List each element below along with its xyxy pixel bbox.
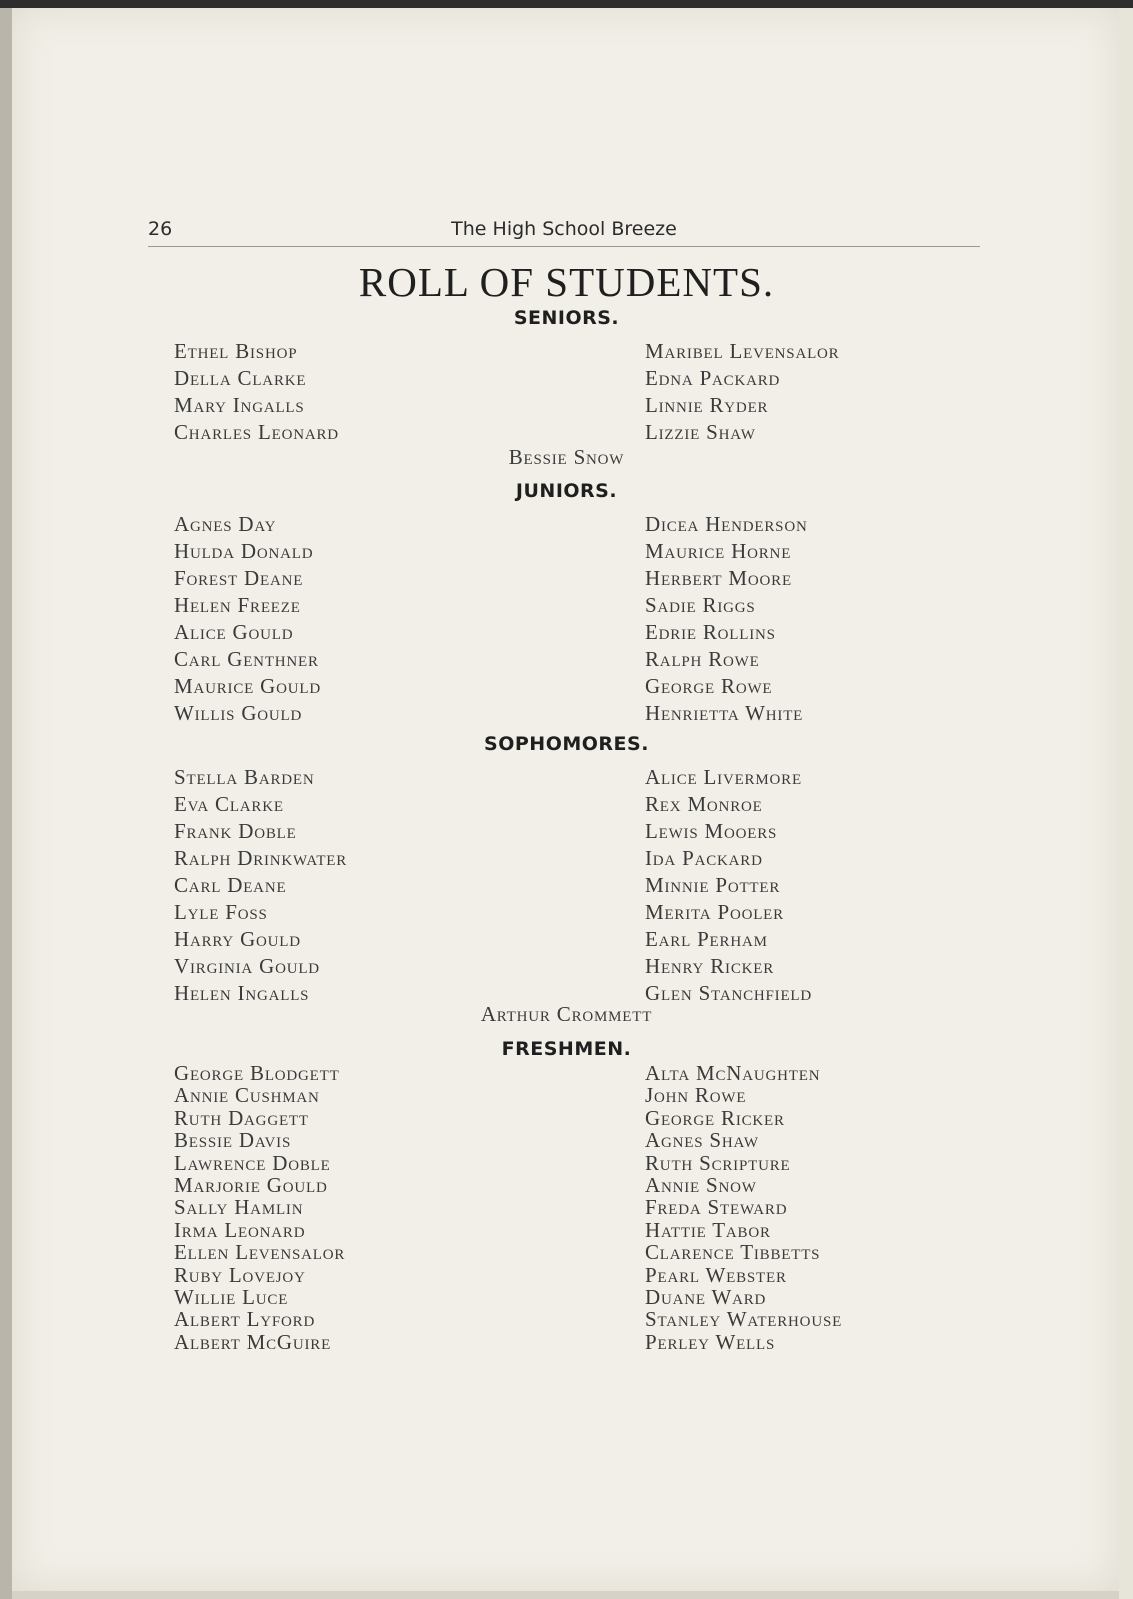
student-name: Irma Leonard <box>174 1217 306 1242</box>
sophomores-center-name: Arthur Crommett <box>480 1002 653 1026</box>
student-name: Carl Genthner <box>174 647 319 671</box>
student-name: Edna Packard <box>645 366 781 390</box>
student-name: Hattie Tabor <box>645 1217 771 1242</box>
student-name: Ruby Lovejoy <box>174 1262 306 1287</box>
student-name: John Rowe <box>645 1083 747 1108</box>
student-name: Virginia Gould <box>174 954 320 978</box>
student-name: Sally Hamlin <box>174 1195 304 1220</box>
student-name: Harry Gould <box>174 927 301 951</box>
student-name: Perley Wells <box>645 1329 776 1354</box>
student-name: Marjorie Gould <box>174 1172 328 1197</box>
freshmen-left-column <box>174 1062 345 1353</box>
student-name: Carl Deane <box>174 873 287 897</box>
student-name: Herbert Moore <box>645 566 792 590</box>
student-name: Lizzie Shaw <box>645 420 756 444</box>
student-name: Ida Packard <box>645 846 763 870</box>
sophomores-left-column <box>174 764 347 1007</box>
student-name: Minnie Potter <box>645 873 781 897</box>
student-name: Pearl Webster <box>645 1262 787 1287</box>
student-name: Frank Doble <box>174 819 297 843</box>
seniors-heading: SENIORS. <box>513 307 620 329</box>
student-name: Hulda Donald <box>174 539 314 563</box>
student-name: Henry Ricker <box>645 954 775 978</box>
student-name: Alice Livermore <box>645 765 802 789</box>
student-name: George Rowe <box>645 674 773 698</box>
page-right-edge <box>1119 0 1133 1599</box>
sophomores-heading: SOPHOMORES. <box>484 733 649 755</box>
student-name: Bessie Davis <box>174 1128 292 1153</box>
student-name: Dicea Henderson <box>645 512 808 536</box>
student-name: Helen Freeze <box>174 593 301 617</box>
student-name: Agnes Day <box>174 512 277 536</box>
student-name: Stella Barden <box>174 765 315 789</box>
student-name: Glen Stanchfield <box>645 981 813 1005</box>
header-rule <box>148 246 980 247</box>
student-name: Edrie Rollins <box>645 620 776 644</box>
seniors-center-name: Bessie Snow <box>508 445 625 469</box>
student-name: Henrietta White <box>645 701 804 725</box>
student-name: Rex Monroe <box>645 792 763 816</box>
student-name: Ruth Daggett <box>174 1105 309 1130</box>
student-name: Alice Gould <box>174 620 294 644</box>
student-name: Ruth Scripture <box>645 1150 791 1175</box>
student-name: Mary Ingalls <box>174 393 305 417</box>
student-name: Willis Gould <box>174 701 303 725</box>
student-name: Charles Leonard <box>174 420 339 444</box>
page-top-edge <box>0 0 1133 8</box>
student-name: Sadie Riggs <box>645 593 756 617</box>
student-name: Maribel Levensalor <box>645 339 840 363</box>
student-name: Ellen Levensalor <box>174 1240 346 1265</box>
student-name: Freda Steward <box>645 1195 788 1220</box>
student-name: Ethel Bishop <box>174 339 298 363</box>
student-name: Eva Clarke <box>174 792 284 816</box>
student-name: Maurice Horne <box>645 539 792 563</box>
student-name: Agnes Shaw <box>645 1128 759 1153</box>
seniors-right-column <box>645 338 839 446</box>
student-name: Helen Ingalls <box>174 981 310 1005</box>
sophomores-right-column <box>645 764 812 1007</box>
student-name: Della Clarke <box>174 366 307 390</box>
student-name: Lawrence Doble <box>174 1150 331 1175</box>
juniors-left-column <box>174 511 321 727</box>
page-title: ROLL OF STUDENTS. <box>358 259 775 305</box>
student-name: Merita Pooler <box>645 900 784 924</box>
student-name: Forest Deane <box>174 566 304 590</box>
student-name: Clarence Tibbetts <box>645 1240 821 1265</box>
juniors-right-column <box>645 511 808 727</box>
student-name: Albert Lyford <box>174 1307 316 1332</box>
freshmen-heading: FRESHMEN. <box>501 1038 632 1060</box>
student-name: Albert McGuire <box>174 1329 332 1354</box>
student-name: Annie Cushman <box>174 1083 320 1108</box>
student-name: Annie Snow <box>645 1172 757 1197</box>
student-name: Stanley Waterhouse <box>645 1307 843 1332</box>
student-name: George Ricker <box>645 1105 785 1130</box>
publication-title: The High School Breeze <box>451 218 677 240</box>
student-name: Ralph Rowe <box>645 647 760 671</box>
student-name: Duane Ward <box>645 1284 767 1309</box>
student-name: Ralph Drinkwater <box>174 846 348 870</box>
running-header <box>148 216 980 242</box>
student-name: Earl Perham <box>645 927 768 951</box>
juniors-heading: JUNIORS. <box>515 480 618 502</box>
student-name: Alta McNaughten <box>645 1061 821 1085</box>
student-name: Linnie Ryder <box>645 393 769 417</box>
student-name: Lewis Mooers <box>645 819 778 843</box>
student-name: Willie Luce <box>174 1284 289 1309</box>
page-left-edge <box>0 0 12 1599</box>
student-name: Maurice Gould <box>174 674 321 698</box>
page-number: 26 <box>148 218 173 240</box>
seniors-left-column <box>174 338 339 446</box>
student-name: George Blodgett <box>174 1061 340 1085</box>
freshmen-right-column <box>645 1062 842 1353</box>
student-name: Lyle Foss <box>174 900 268 924</box>
